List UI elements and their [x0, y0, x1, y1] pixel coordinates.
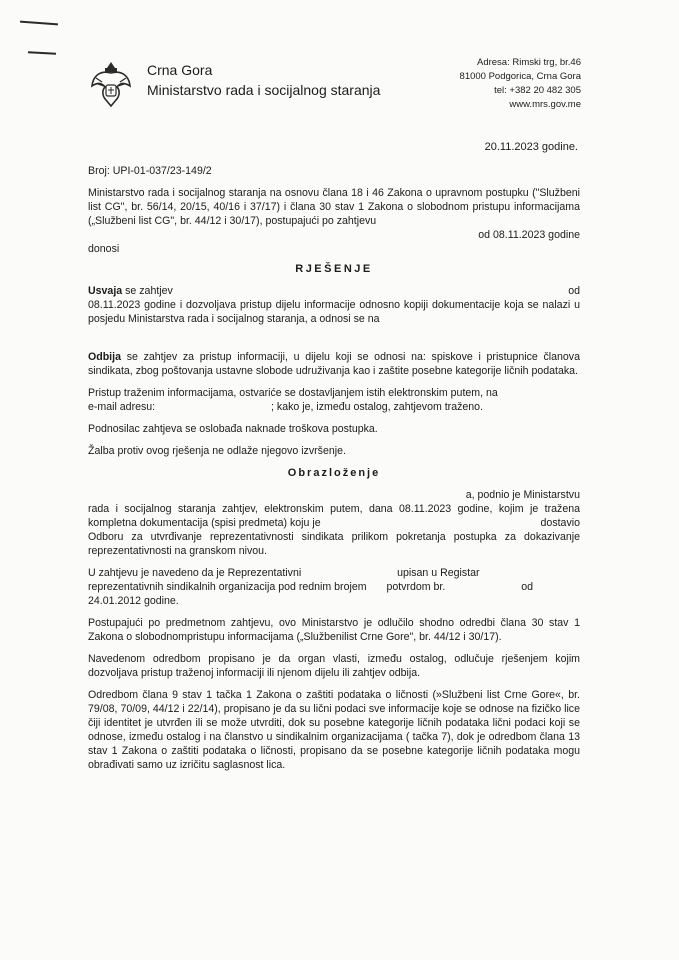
reasoning-2d: potvrdom br. [386, 581, 446, 593]
coat-of-arms-icon [90, 60, 132, 110]
odbija-bold: Odbija [88, 351, 121, 363]
pristup-paragraph [88, 386, 580, 414]
usvaja-line [88, 284, 580, 298]
document-date: 20.11.2023 godine. [484, 141, 578, 153]
ministry-name: Ministarstvo rada i socijalnog staranja [147, 82, 381, 98]
decision-title: RJEŠENJE [295, 263, 373, 275]
reasoning-1-end: Odboru za utvrđivanje reprezentativnosti sindikata prilikom pokretanja postupka za dokazivanje reprezentativnosti na granskom nivou. [88, 531, 580, 557]
intro-paragraph [88, 186, 580, 228]
odbija-paragraph [88, 350, 580, 378]
reasoning-1-dostavio: dostavio [540, 517, 580, 529]
website: www.mrs.gov.me [509, 99, 581, 110]
address-block [460, 56, 581, 112]
document-body [88, 164, 580, 780]
reference-number: Broj: UPI-01-037/23-149/2 [88, 165, 212, 177]
reasoning-title: Obrazloženje [287, 467, 381, 479]
intro-tail: od 08.11.2023 godine [478, 229, 580, 241]
oslobadja-paragraph: Podnosilac zahtjeva se oslobađa naknade troškova postupka. [88, 423, 378, 435]
reasoning-2b: upisan u Registar [397, 567, 480, 579]
reasoning-3: Postupajući po predmetnom zahtjevu, ovo Ministarstvo je odlučilo shodno odredbi člana 30 stav 1 Zakona o slobodnompristupu informacijama („Službenilist Crne Gore", br. 44/12 i 30/17). [88, 617, 580, 643]
scan-mark-1 [20, 21, 58, 26]
reasoning-5: Odredbom člana 9 stav 1 tačka 1 Zakona o zaštiti podataka o ličnosti (»Službeni list Crne Gore«, br. 79/08, 70/09, 44/12 i 22/14), propisano je da su lični podaci sve informacije koje se odnose na fizičko lice čiji identitet je utvrđen ili se može utvrditi, dok su posebne kategorije ličnih podataka lični podaci koji se odnose, između ostalog i na članstvo u sindikalnim organizacijama ( tačka 7), dok je odredbom člana 13 stav 1 Zakona o zaštiti podataka o ličnosti, propisano da se posebne kategorije ličnih podataka mogu obrađivati samo uz izričitu saglasnost lica. [88, 689, 580, 771]
reasoning-2f: 24.01.2012 godine. [88, 595, 179, 607]
pristup-line-1: Pristup traženim informacijama, ostvariće se dostavljanjem istih elektronskim putem, na [88, 387, 498, 399]
usvaja-od: od [568, 285, 580, 297]
usvaja-bold: Usvaja [88, 285, 123, 297]
usvaja-rest: se zahtjev [125, 285, 173, 297]
reasoning-1-text: rada i socijalnog staranja zahtjev, elektronskim putem, dana 08.11.2023 godine, kojim je tražena kompletna dokumentacija (spisi predmeta) koju je [88, 503, 580, 529]
odbija-text: se zahtjev za pristup informaciji, u dijelu koji se odnosi na: spiskove i pristupnice članova sindikata, zbog poštovanja ustavne slobode udruživanja kao i zaštite posebne kategorije ličnih podataka. [88, 351, 580, 377]
country-name: Crna Gora [147, 62, 213, 78]
pristup-email-label: e-mail adresu: [88, 401, 156, 413]
usvaja-text: 08.11.2023 godine i dozvoljava pristup dijelu informacije odnosno kopiji dokumentacije koja se nalazi u posjedu Ministarstva rada i socijalnog staranja, a odnosi se na [88, 299, 580, 325]
reasoning-2a: U zahtjevu je navedeno da je Reprezentativni [88, 567, 302, 579]
reasoning-4: Navedenom odredbom propisano je da organ vlasti, između ostalog, odlučuje rješenjem kojim dozvoljava pristup traženoj informaciji ili njenom dijelu ili zahtjev odbija. [88, 653, 580, 679]
reasoning-1-tail: a, podnio je Ministarstvu [465, 489, 580, 501]
address-line-2: 81000 Podgorica, Crna Gora [459, 71, 581, 82]
reasoning-2c: reprezentativnih sindikalnih organizacija pod rednim brojem [88, 581, 367, 593]
phone: tel: +382 20 482 305 [494, 85, 581, 96]
intro-text: Ministarstvo rada i socijalnog staranja na osnovu člana 18 i 46 Zakona o upravnom postupku ("Službeni list CG", br. 56/14, 20/15, 40/16 i 37/17) i člana 30 stav 1 Zakona o slobodnom pristupu informacijama („Službeni list CG", br. 44/12 i 30/17), postupajući po zahtjevu [88, 187, 580, 227]
intro-donosi: donosi [88, 243, 120, 255]
scan-mark-2 [28, 51, 56, 54]
organization-block [147, 60, 380, 100]
reasoning-2 [88, 566, 580, 608]
zalba-paragraph: Žalba protiv ovog rješenja ne odlaže njegovo izvršenje. [88, 445, 346, 457]
address-line-1: Adresa: Rimski trg, br.46 [476, 57, 581, 68]
reasoning-2e: od [521, 581, 534, 593]
pristup-line-2: ; kako je, između ostalog, zahtjevom traženo. [271, 401, 484, 413]
